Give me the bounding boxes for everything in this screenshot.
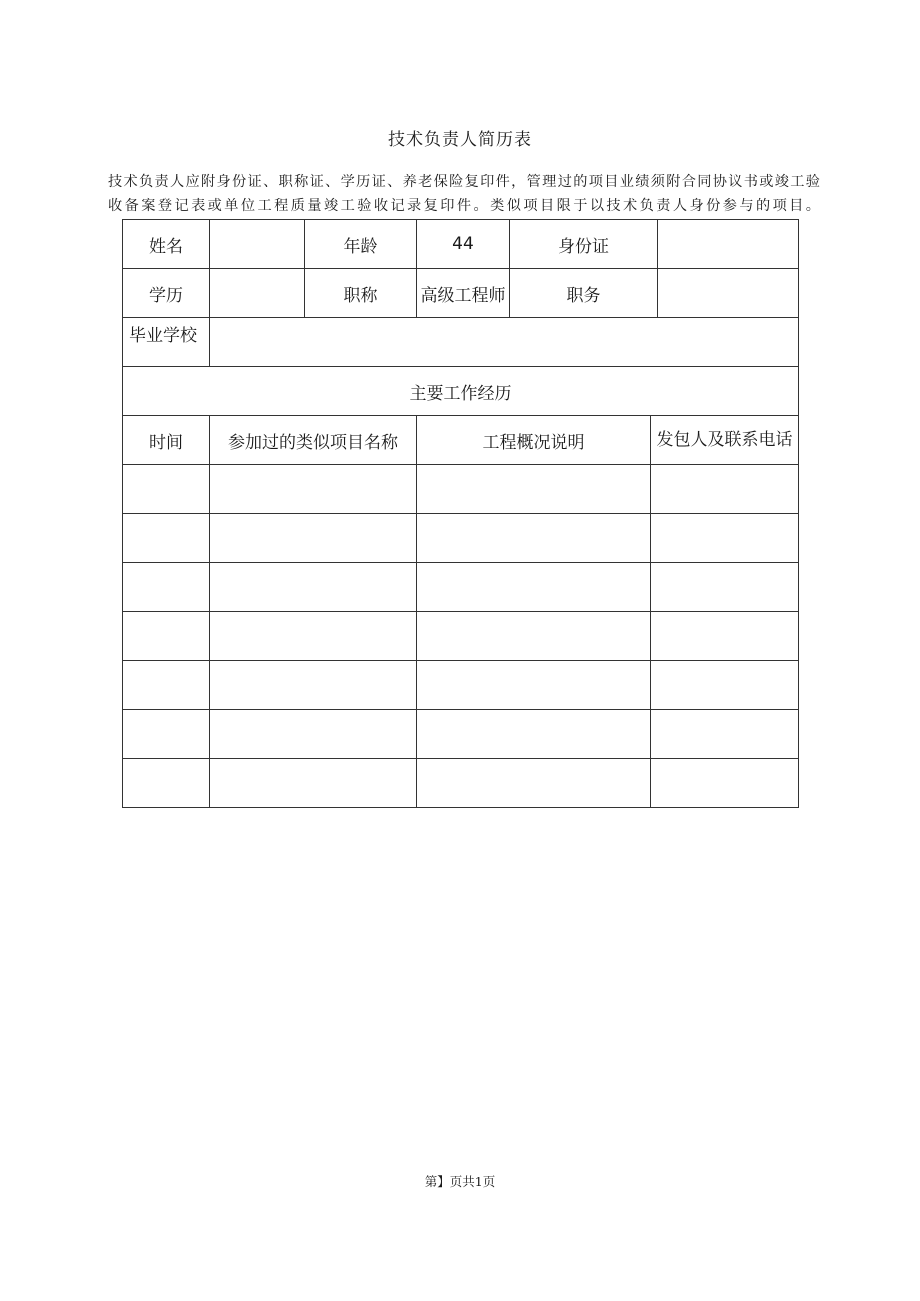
experience-header-row [123, 416, 799, 465]
row-overview[interactable] [417, 465, 651, 514]
row-contact[interactable] [651, 514, 799, 563]
info-row-3 [123, 318, 799, 367]
row-time[interactable] [123, 612, 210, 661]
row-project[interactable] [210, 710, 417, 759]
position-label: 职务 [510, 269, 658, 318]
table-row [123, 710, 799, 759]
experience-section-title: 主要工作经历 [123, 367, 799, 416]
age-label: 年龄 [305, 220, 417, 269]
table-row [123, 612, 799, 661]
instruction-note [108, 170, 820, 218]
position-value[interactable] [658, 269, 799, 318]
table-row [123, 759, 799, 808]
row-contact[interactable] [651, 612, 799, 661]
row-project[interactable] [210, 661, 417, 710]
row-time[interactable] [123, 759, 210, 808]
row-time[interactable] [123, 465, 210, 514]
school-value[interactable] [210, 318, 799, 367]
table-row [123, 465, 799, 514]
id-value[interactable] [658, 220, 799, 269]
row-contact[interactable] [651, 563, 799, 612]
row-contact[interactable] [651, 661, 799, 710]
instruction-line-2: 收备案登记表或单位工程质量竣工验收记录复印件。类似项目限于以技术负责人身份参与的项目。 [108, 198, 820, 214]
row-time[interactable] [123, 514, 210, 563]
instruction-line-1: 技术负责人应附身份证、职称证、学历证、养老保险复印件，管理过的项目业绩须附合同协议书或竣工验 [108, 174, 820, 190]
header-time: 时间 [123, 416, 210, 465]
row-overview[interactable] [417, 563, 651, 612]
row-overview[interactable] [417, 710, 651, 759]
info-row-2 [123, 269, 799, 318]
row-contact[interactable] [651, 710, 799, 759]
title-value[interactable]: 高级工程师 [417, 269, 510, 318]
education-value[interactable] [210, 269, 305, 318]
header-contact: 发包人及联系电话 [651, 416, 799, 465]
row-overview[interactable] [417, 759, 651, 808]
page-footer: 第】页共1页 [424, 1174, 496, 1189]
header-overview: 工程概况说明 [417, 416, 651, 465]
school-label: 毕业学校 [123, 318, 210, 367]
info-row-1 [123, 220, 799, 269]
row-project[interactable] [210, 759, 417, 808]
row-project[interactable] [210, 465, 417, 514]
resume-table [122, 219, 799, 808]
row-contact[interactable] [651, 465, 799, 514]
row-project[interactable] [210, 563, 417, 612]
row-contact[interactable] [651, 759, 799, 808]
education-label: 学历 [123, 269, 210, 318]
age-value[interactable]: 44 [417, 220, 510, 269]
id-label: 身份证 [510, 220, 658, 269]
row-time[interactable] [123, 563, 210, 612]
table-row [123, 563, 799, 612]
table-row [123, 514, 799, 563]
row-time[interactable] [123, 661, 210, 710]
row-overview[interactable] [417, 661, 651, 710]
page-title: 技术负责人简历表 [388, 130, 532, 150]
table-row [123, 661, 799, 710]
title-label: 职称 [305, 269, 417, 318]
row-project[interactable] [210, 514, 417, 563]
row-overview[interactable] [417, 612, 651, 661]
row-time[interactable] [123, 710, 210, 759]
section-row [123, 367, 799, 416]
row-project[interactable] [210, 612, 417, 661]
header-project: 参加过的类似项目名称 [210, 416, 417, 465]
name-value[interactable] [210, 220, 305, 269]
row-overview[interactable] [417, 514, 651, 563]
name-label: 姓名 [123, 220, 210, 269]
